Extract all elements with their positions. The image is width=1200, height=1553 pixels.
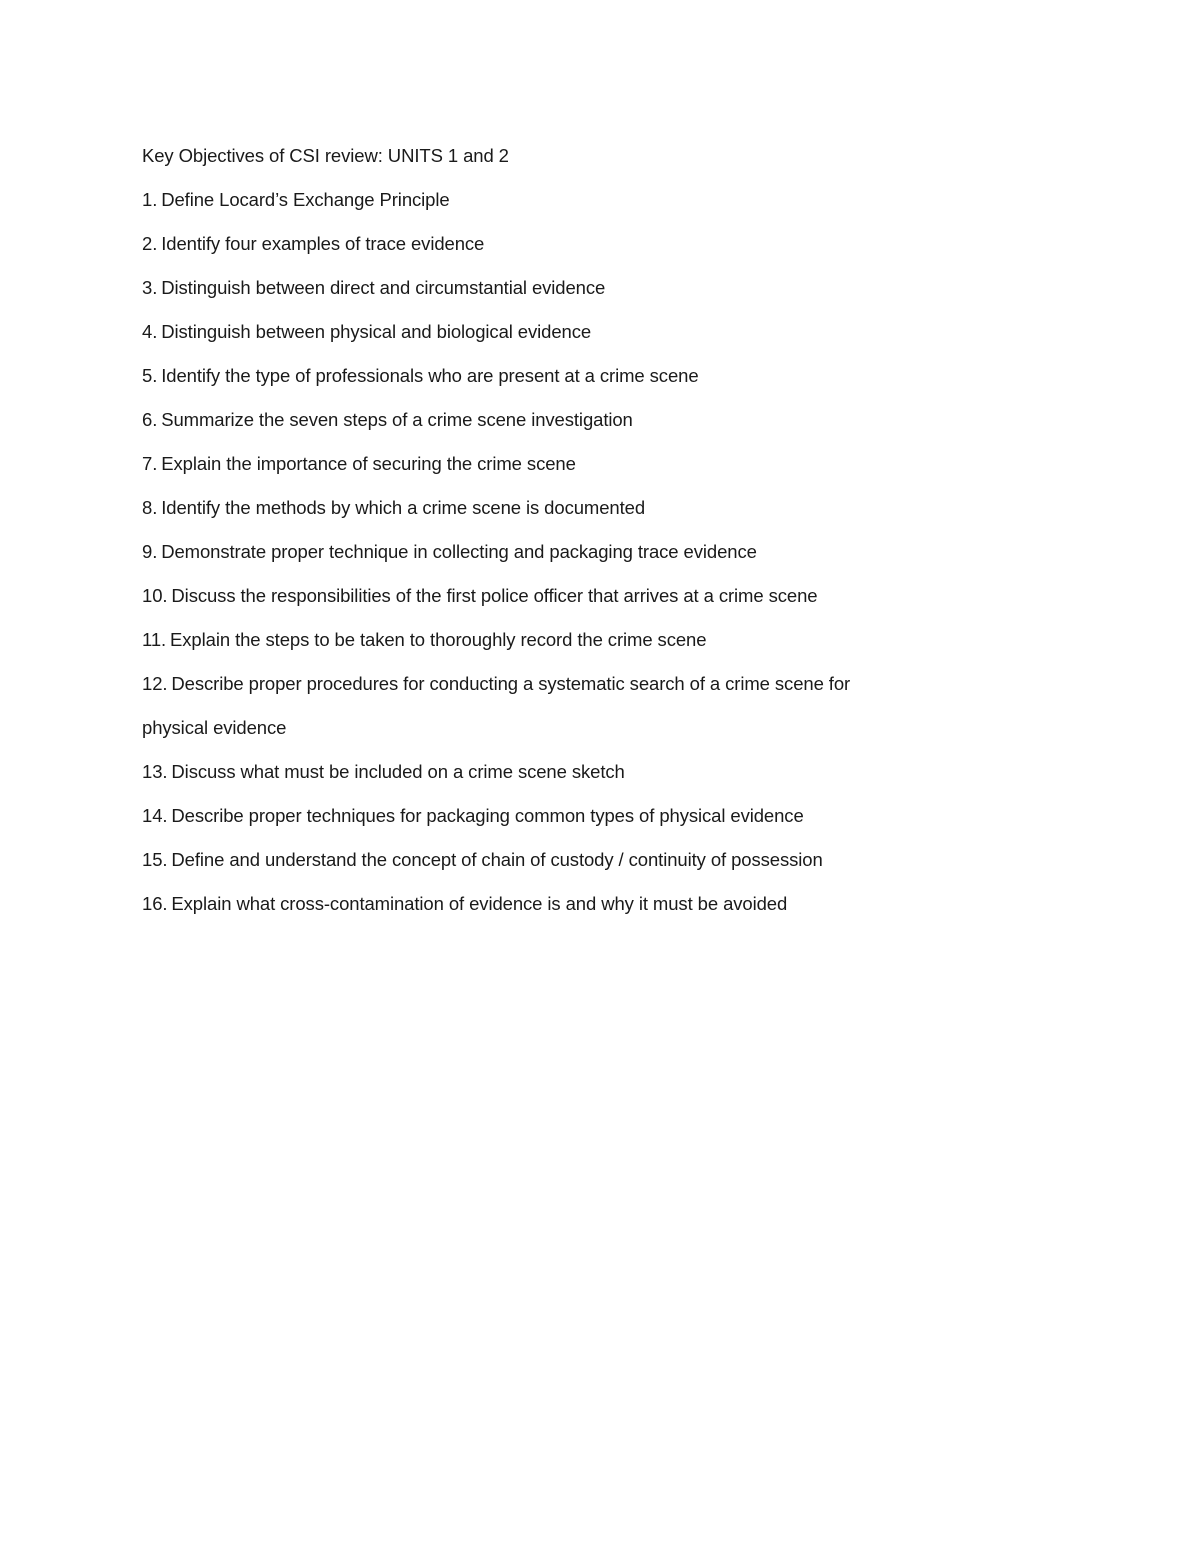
objective-item (142, 582, 962, 610)
document-title: Key Objectives of CSI review: UNITS 1 and 2 (142, 145, 509, 166)
objective-item (142, 186, 962, 214)
objective-number: 14. (142, 805, 168, 826)
objective-number: 5. (142, 365, 158, 386)
objective-number: 8. (142, 497, 158, 518)
objective-number: 13. (142, 761, 168, 782)
objective-text: Demonstrate proper technique in collecting and packaging trace evidence (161, 541, 757, 562)
objective-number: 2. (142, 233, 158, 254)
objective-item (142, 494, 962, 522)
document-body (142, 142, 962, 934)
objective-item (142, 538, 962, 566)
objective-text: Discuss what must be included on a crime scene sketch (171, 761, 625, 782)
objective-item (142, 802, 962, 830)
objective-item (142, 758, 962, 786)
objective-number: 7. (142, 453, 158, 474)
objective-text: Explain the steps to be taken to thoroughly record the crime scene (170, 629, 707, 650)
objective-item (142, 890, 962, 918)
objective-text: Distinguish between physical and biological evidence (161, 321, 592, 342)
objective-number: 15. (142, 849, 168, 870)
objective-text-continuation: physical evidence (142, 717, 287, 738)
objective-text: Discuss the responsibilities of the first police officer that arrives at a crime scene (171, 585, 818, 606)
objective-text: Define Locard’s Exchange Principle (161, 189, 450, 210)
objective-text: Identify the methods by which a crime scene is documented (161, 497, 646, 518)
objective-number: 6. (142, 409, 158, 430)
objective-text: Define and understand the concept of chain of custody / continuity of possession (171, 849, 823, 870)
objective-item (142, 230, 962, 258)
objective-number: 3. (142, 277, 158, 298)
objective-item (142, 846, 962, 874)
objective-item (142, 626, 962, 654)
objective-number: 1. (142, 189, 158, 210)
objective-number: 10. (142, 585, 168, 606)
objective-item (142, 450, 962, 478)
objective-item (142, 362, 962, 390)
objective-item (142, 406, 962, 434)
objective-text: Distinguish between direct and circumstantial evidence (161, 277, 606, 298)
objective-number: 12. (142, 673, 168, 694)
objective-text: Explain what cross-contamination of evidence is and why it must be avoided (171, 893, 788, 914)
objective-text: Explain the importance of securing the crime scene (161, 453, 576, 474)
objective-text: Describe proper techniques for packaging common types of physical evidence (171, 805, 804, 826)
objective-number: 4. (142, 321, 158, 342)
objective-item (142, 318, 962, 346)
objective-number: 9. (142, 541, 158, 562)
objective-number: 16. (142, 893, 168, 914)
objective-text: Summarize the seven steps of a crime scene investigation (161, 409, 633, 430)
objective-text: Identify four examples of trace evidence (161, 233, 485, 254)
objective-text: Describe proper procedures for conducting a systematic search of a crime scene for (171, 673, 851, 694)
objective-item (142, 670, 962, 742)
objective-number: 11. (142, 629, 167, 650)
objective-text: Identify the type of professionals who are present at a crime scene (161, 365, 699, 386)
objective-item (142, 274, 962, 302)
